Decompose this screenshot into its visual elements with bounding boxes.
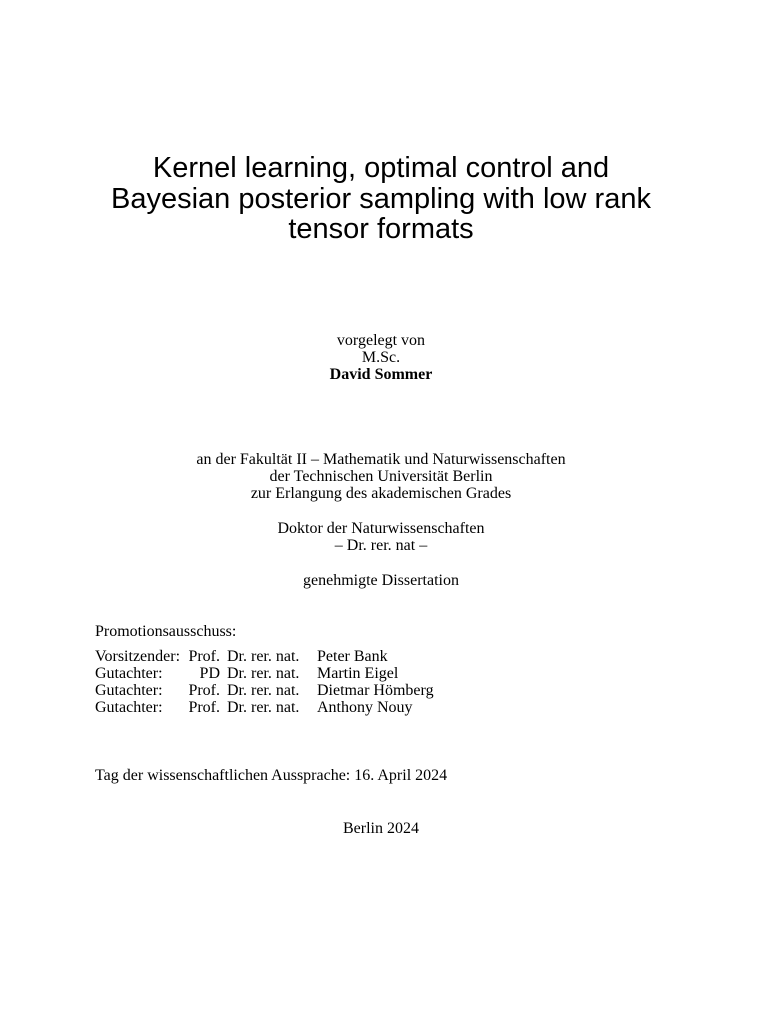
committee-name: Peter Bank [317,648,388,665]
faculty-line-2: der Technischen Universität Berlin [269,468,493,485]
committee-name: Martin Eigel [317,665,399,682]
committee-table [95,648,667,716]
committee-rank: Prof. [188,699,220,716]
committee-row [95,682,667,699]
committee-degree: Dr. rer. nat. [227,665,300,682]
author-name: David Sommer [329,366,433,383]
committee-rank: Prof. [188,682,220,699]
committee-role: Gutachter: [95,699,163,716]
dissertation-type: genehmigte Dissertation [303,572,459,589]
thesis-title [95,153,667,245]
committee-degree: Dr. rer. nat. [227,648,300,665]
committee-name: Anthony Nouy [317,699,413,716]
committee-role: Gutachter: [95,682,163,699]
degree-line-2: – Dr. rer. nat – [334,537,428,554]
committee-row [95,648,667,665]
committee-degree: Dr. rer. nat. [227,699,300,716]
degree-line-1: Doktor der Naturwissenschaften [277,520,485,537]
degree-block [95,520,667,554]
committee-name: Dietmar Hömberg [317,682,434,699]
committee-rank: Prof. [188,648,220,665]
thesis-title-line-3: tensor formats [288,213,474,245]
faculty-block [95,451,667,502]
thesis-title-line-1: Kernel learning, optimal control and [152,152,610,184]
defense-date: Tag der wissenschaftlichen Aussprache: 16. April 2024 [95,767,448,784]
committee-row [95,699,667,716]
faculty-line-3: zur Erlangung des akademischen Grades [250,485,512,502]
author-block [95,332,667,383]
author-degree: M.Sc. [361,349,401,366]
presented-by-text: vorgelegt von [336,332,426,349]
faculty-line-1: an der Fakultät II – Mathematik und Naturwissenschaften [196,451,566,468]
thesis-title-line-2: Bayesian posterior sampling with low rank [111,182,651,215]
committee-role: Gutachter: [95,665,163,682]
committee-degree: Dr. rer. nat. [227,682,300,699]
committee-rank: PD [199,665,220,682]
committee-role: Vorsitzender: [95,648,181,665]
place-and-year: Berlin 2024 [343,820,419,837]
committee-row [95,665,667,682]
committee-heading: Promotionsausschuss: [95,623,237,640]
